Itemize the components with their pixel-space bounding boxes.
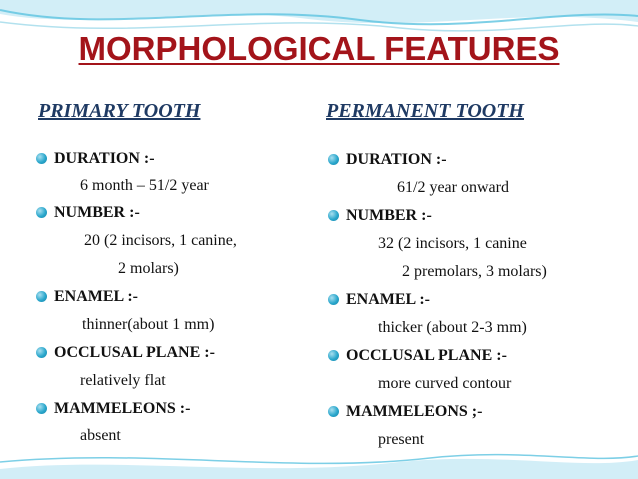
permanent-occlusal-value: more curved contour (378, 375, 512, 392)
primary-enamel-value: thinner(about 1 mm) (82, 316, 215, 333)
primary-occlusal-value: relatively flat (80, 372, 166, 389)
bullet-icon (36, 403, 47, 414)
primary-duration-item (36, 149, 155, 169)
primary-enamel-label: ENAMEL :- (54, 288, 138, 305)
primary-number-value-2: 2 molars) (118, 260, 179, 277)
permanent-enamel-value: thicker (about 2-3 mm) (378, 319, 527, 336)
primary-number-value-1: 20 (2 incisors, 1 canine, (84, 232, 237, 249)
primary-occlusal-label: OCCLUSAL PLANE :- (54, 344, 215, 361)
permanent-mammeleons-item (328, 402, 482, 422)
permanent-duration-value: 61/2 year onward (397, 179, 509, 196)
slide-title: MORPHOLOGICAL FEATURES (78, 30, 560, 67)
bullet-icon (328, 406, 339, 417)
permanent-duration-label: DURATION :- (346, 151, 447, 168)
permanent-duration-item (328, 150, 447, 170)
primary-mammeleons-item (36, 399, 190, 419)
primary-occlusal-item (36, 343, 215, 363)
primary-mammeleons-label: MAMMELEONS :- (54, 400, 191, 417)
primary-enamel-item (36, 287, 138, 307)
primary-mammeleons-value: absent (80, 427, 121, 444)
bullet-icon (328, 210, 339, 221)
primary-duration-value: 6 month – 51/2 year (80, 177, 209, 194)
bullet-icon (328, 350, 339, 361)
permanent-occlusal-item (328, 346, 507, 366)
permanent-enamel-item (328, 290, 430, 310)
bullet-icon (36, 291, 47, 302)
primary-tooth-heading: PRIMARY TOOTH (38, 100, 201, 122)
permanent-mammeleons-label: MAMMELEONS ;- (346, 403, 483, 420)
primary-number-item (36, 203, 140, 223)
primary-duration-label: DURATION :- (54, 150, 155, 167)
bullet-icon (36, 153, 47, 164)
permanent-enamel-label: ENAMEL :- (346, 291, 430, 308)
permanent-mammeleons-value: present (378, 431, 425, 448)
permanent-number-value-1: 32 (2 incisors, 1 canine (378, 235, 527, 252)
permanent-number-label: NUMBER :- (346, 207, 432, 224)
permanent-number-value-2: 2 premolars, 3 molars) (402, 263, 547, 280)
bullet-icon (36, 207, 47, 218)
bullet-icon (36, 347, 47, 358)
permanent-occlusal-label: OCCLUSAL PLANE :- (346, 347, 507, 364)
permanent-tooth-heading: PERMANENT TOOTH (326, 100, 524, 122)
bullet-icon (328, 154, 339, 165)
primary-number-label: NUMBER :- (54, 204, 140, 221)
permanent-number-item (328, 206, 432, 226)
bullet-icon (328, 294, 339, 305)
